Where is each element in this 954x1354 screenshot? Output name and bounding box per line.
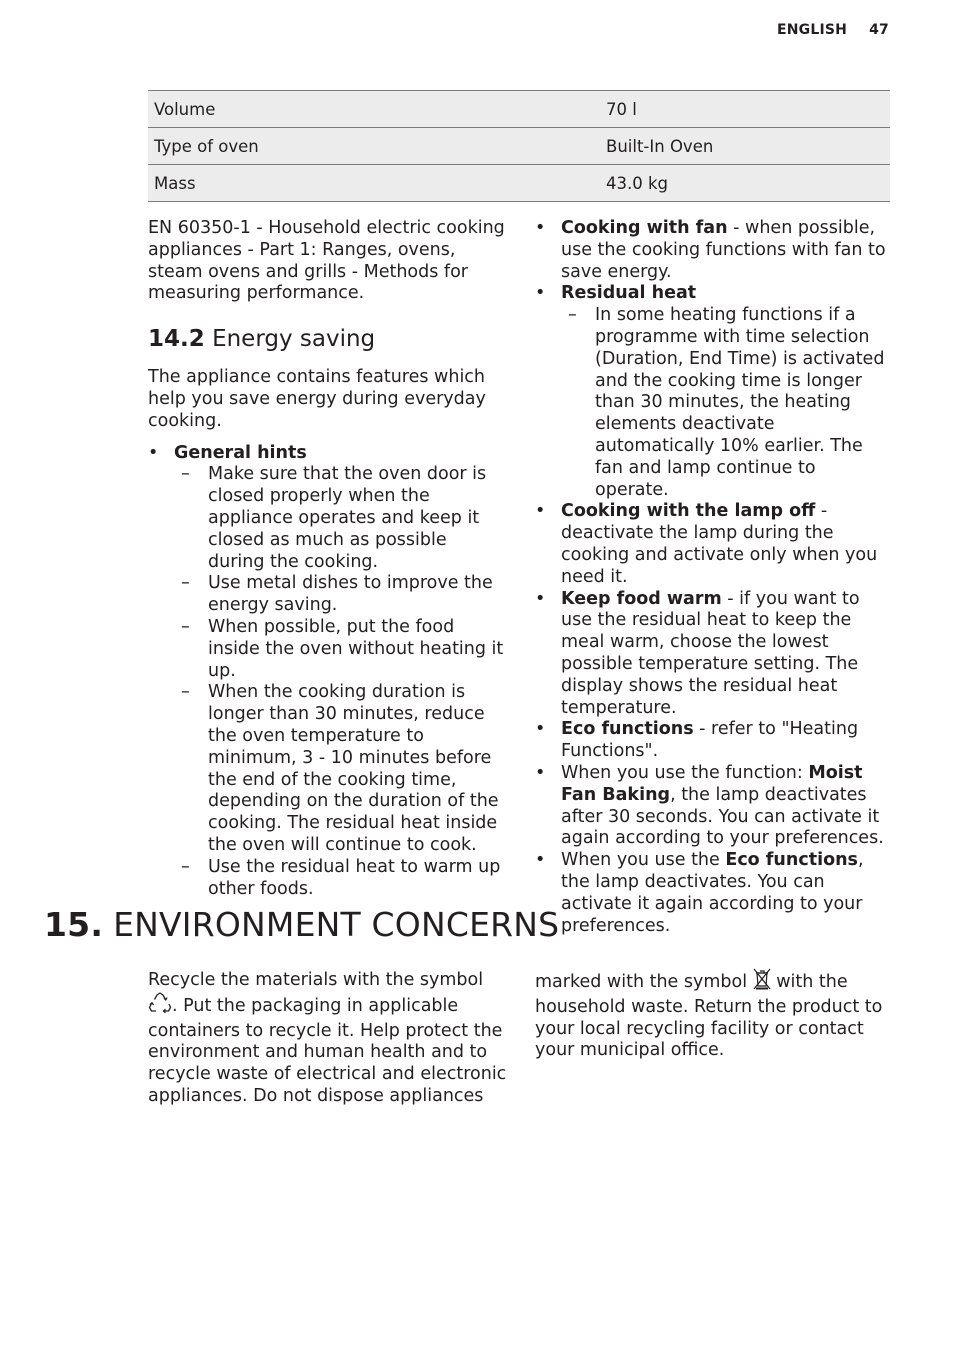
environment-right-paragraph [535, 968, 891, 1062]
tip-label: Cooking with the lamp off [561, 501, 816, 522]
environment-left-paragraph [148, 970, 510, 1108]
right-column [535, 218, 891, 937]
tip-label: Eco functions [561, 719, 694, 740]
list-item [535, 719, 891, 763]
recycle-icon [148, 992, 172, 1021]
left-column [148, 218, 508, 900]
list-item: – Make sure that the oven door is closed properly when the appliance operates and keep it closed as much as possible during the cooking. [174, 464, 508, 573]
table-row [148, 91, 890, 128]
chapter-heading-environment [44, 902, 559, 948]
list-item [535, 850, 891, 937]
chapter-number: 15. [44, 905, 104, 944]
section-heading-energy-saving [148, 325, 508, 353]
list-item [535, 283, 891, 501]
tip-pre: When you use the [561, 850, 726, 871]
hints-list [148, 443, 508, 901]
residual-heat-sublist [561, 305, 891, 501]
tip-label: Moist Fan Baking [561, 762, 863, 805]
list-item [535, 763, 891, 850]
table-row [148, 128, 890, 165]
section-title: Energy saving [212, 326, 376, 353]
tip-label: Residual heat [561, 283, 697, 304]
page-header [777, 22, 889, 38]
list-item: – Use the residual heat to warm up other foods. [174, 857, 508, 901]
energy-tips-list [535, 218, 891, 937]
tip-label: Keep food warm [561, 588, 722, 609]
crossed-out-bin-icon [753, 968, 771, 997]
tip-text: - deactivate the lamp during the cooking and activate only when you need it. [561, 501, 878, 587]
tip-text: , the lamp deactivates after 30 seconds. You can activate it again according to your preferences. [561, 784, 884, 849]
table-row [148, 165, 890, 202]
list-item [535, 501, 891, 588]
section-number: 14.2 [148, 326, 205, 353]
page-number: 47 [869, 22, 889, 38]
general-hints-sublist [174, 464, 508, 900]
tip-pre: When you use the function: [561, 762, 809, 783]
list-item [535, 589, 891, 720]
tip-text: - when possible, use the cooking functions with fan to save energy. [561, 218, 886, 282]
list-item: – When the cooking duration is longer than 30 minutes, reduce the oven temperature to minimum, 3 - 10 minutes before the end of the cooking time, depending on the duration of the cooking. The residual heat inside the oven will continue to cook. [174, 682, 508, 856]
spec-value: 70 l [599, 91, 890, 128]
spec-value: Built-In Oven [599, 128, 890, 165]
env-text-post: with the household waste. Return the product to your local recycling facility or contact your municipal office. [535, 972, 883, 1061]
tip-label: Eco functions [725, 850, 858, 871]
env-text-pre: marked with the symbol [535, 972, 753, 992]
tip-text: - refer to "Heating Functions". [561, 719, 859, 762]
list-item: – In some heating functions if a programme with time selection (Duration, End Time) is activated and the cooking time is longer than 30 minutes, the heating elements deactivate automatically 10% earlier. The fan and lamp continue to operate. [561, 305, 891, 501]
list-item [148, 443, 508, 901]
general-hints-label: General hints [174, 442, 307, 463]
chapter-title: ENVIRONMENT CONCERNS [113, 905, 560, 944]
intro-paragraph: The appliance contains features which help you save energy during everyday cooking. [148, 367, 486, 431]
tip-label: Cooking with fan [561, 218, 728, 238]
spec-table [148, 90, 890, 202]
spec-label: Mass [148, 165, 599, 202]
env-text-pre: Recycle the materials with the symbol [148, 970, 484, 990]
spec-value: 43.0 kg [599, 165, 890, 202]
list-item: – When possible, put the food inside the oven without heating it up. [174, 617, 508, 682]
list-item [535, 218, 891, 283]
standard-paragraph: EN 60350-1 - Household electric cooking appliances - Part 1: Ranges, ovens, steam ovens and grills - Methods for measuring performance. [148, 218, 505, 304]
env-text-post: . Put the packaging in applicable containers to recycle it. Help protect the environment and human health and to recycle waste of electrical and electronic appliances. Do not dispose appliances [148, 995, 507, 1106]
language-label: ENGLISH [777, 22, 848, 38]
spec-label: Type of oven [148, 128, 599, 165]
tip-text: - if you want to use the residual heat to keep the meal warm, choose the lowest possible temperature setting. The display shows the residual heat temperature. [561, 588, 860, 718]
list-item: – Use metal dishes to improve the energy saving. [174, 573, 508, 617]
tip-text: , the lamp deactivates. You can activate it again according to your preferences. [561, 850, 864, 936]
spec-label: Volume [148, 91, 599, 128]
